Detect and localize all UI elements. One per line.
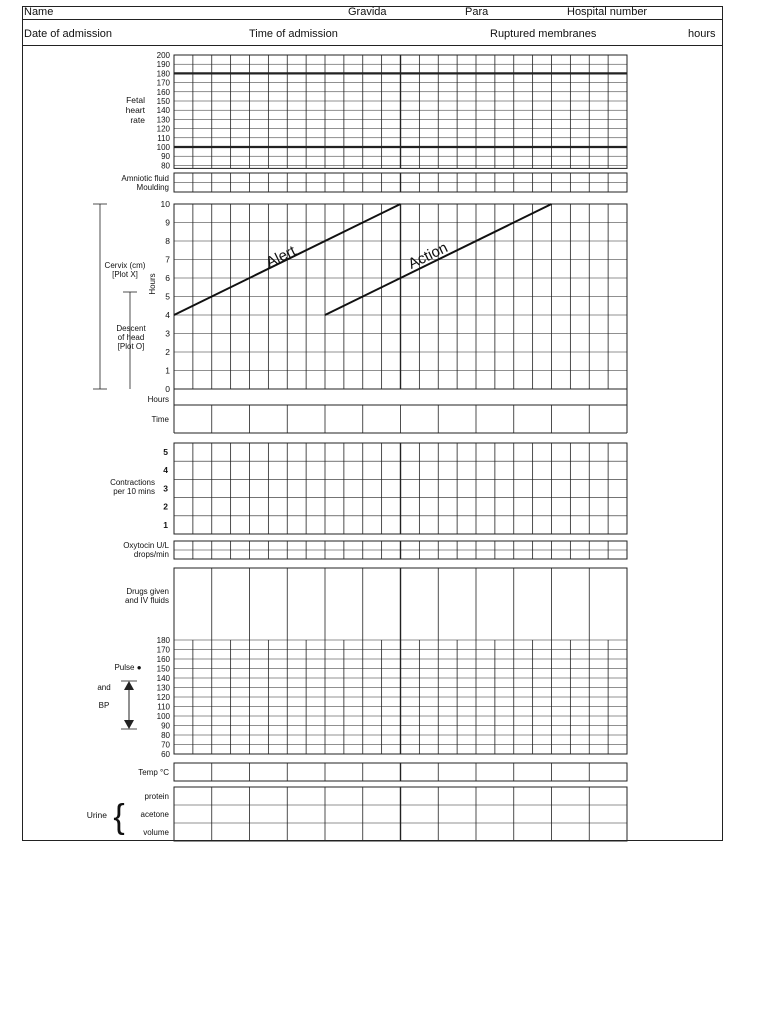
descent-label: [Plot O] (117, 342, 145, 351)
cervix-scale-tick: 5 (165, 291, 170, 302)
contractions-label: per 10 mins (113, 487, 155, 496)
cervix-scale-tick: 9 (165, 217, 170, 228)
temp-label: Temp °C (138, 768, 169, 777)
contractions-scale-tick: 2 (163, 501, 168, 512)
pulse-scale-tick: 70 (161, 740, 170, 750)
fhr-scale-tick: 100 (156, 143, 170, 152)
pulse-scale-tick: 140 (156, 674, 170, 683)
fhr-scale-tick: 190 (156, 60, 170, 70)
ruptured-membranes-field-label: Ruptured membranes (490, 28, 597, 40)
moulding-label: Moulding (136, 183, 169, 192)
fhr-scale-tick: 150 (156, 97, 170, 106)
fhr-scale-tick: 130 (156, 115, 170, 125)
pulse-scale-tick: 150 (156, 664, 170, 674)
pulse-scale-tick: 90 (161, 721, 170, 731)
urine-row-label: protein (144, 792, 169, 801)
pulse-scale-tick: 160 (156, 655, 170, 664)
pulse-scale-tick: 130 (156, 683, 170, 693)
bp-arrow-down-icon (124, 720, 134, 729)
fhr-label: rate (130, 115, 145, 125)
contractions-label: Contractions (110, 478, 155, 487)
cervix-scale-tick: 7 (165, 254, 170, 265)
gravida-field-label: Gravida (348, 6, 387, 18)
cervix-scale-tick: 3 (165, 328, 170, 339)
contractions-scale-tick: 1 (163, 519, 168, 530)
date-of-admission-field-label: Date of admission (24, 28, 113, 40)
pulse-scale-tick: 110 (157, 702, 170, 712)
fhr-label: Fetal (126, 95, 145, 105)
hospital-number-field-label: Hospital number (567, 6, 648, 18)
fhr-scale-tick: 200 (156, 51, 170, 60)
cervix-scale-tick: 8 (165, 236, 170, 246)
pulse-label: Pulse ● (114, 663, 142, 672)
urine-row-label: volume (143, 828, 169, 837)
cervix-scale-tick: 0 (165, 384, 170, 394)
oxytocin-label: drops/min (133, 550, 169, 559)
fhr-scale-tick: 80 (161, 161, 170, 171)
fhr-scale-tick: 170 (156, 78, 170, 88)
contractions-scale-tick: 4 (163, 465, 168, 476)
hours-unit-label: hours (688, 28, 716, 40)
pulse-scale-tick: 80 (161, 731, 170, 740)
fhr-scale-tick: 120 (156, 124, 170, 134)
drugs-label: Drugs given (126, 587, 169, 596)
contractions-scale-tick: 5 (163, 447, 168, 457)
contractions-scale-tick: 3 (163, 483, 168, 494)
fhr-scale-tick: 160 (156, 87, 170, 97)
action-line-label: Action (405, 239, 451, 273)
and-label: and (97, 683, 111, 692)
fhr-scale-tick: 110 (157, 133, 170, 143)
pulse-scale-tick: 60 (161, 750, 170, 759)
fhr-label: heart (125, 105, 145, 115)
cervix-scale-tick: 2 (165, 347, 170, 357)
pulse-scale-tick: 180 (156, 636, 170, 645)
para-field-label: Para (465, 6, 489, 18)
amniotic-fluid-label: Amniotic fluid (121, 174, 169, 183)
urine-label: Urine (86, 810, 107, 820)
cervix-label: Cervix (cm) (104, 261, 146, 270)
cervix-scale-tick: 1 (165, 365, 170, 376)
name-field-label: Name (24, 6, 54, 18)
pulse-scale-tick: 120 (156, 693, 170, 702)
time-of-admission-field-label: Time of admission (249, 28, 338, 40)
fhr-scale-tick: 90 (161, 152, 170, 162)
drugs-label: and IV fluids (124, 596, 169, 605)
descent-label: Descent (116, 324, 146, 333)
oxytocin-label: Oxytocin U/L (123, 541, 169, 550)
bp-arrow-up-icon (124, 681, 134, 690)
pulse-scale-tick: 100 (156, 712, 170, 721)
hours-axis-label: Hours (148, 273, 157, 295)
fhr-scale-tick: 140 (156, 106, 170, 116)
cervix-scale-tick: 6 (165, 273, 170, 283)
cervix-scale-tick: 10 (160, 199, 170, 209)
cervix-scale-tick: 4 (165, 310, 170, 320)
time-row-label: Time (151, 415, 169, 424)
bp-label: BP (98, 701, 110, 710)
pulse-scale-tick: 170 (156, 645, 170, 655)
urine-row-label: acetone (140, 810, 169, 819)
hours-row-label: Hours (147, 395, 169, 404)
alert-line-label: Alert (263, 242, 299, 272)
urine-brace: { (113, 798, 125, 836)
fhr-scale-tick: 180 (156, 69, 170, 79)
cervix-label: [Plot X] (112, 270, 138, 279)
descent-label: of head (117, 333, 145, 342)
